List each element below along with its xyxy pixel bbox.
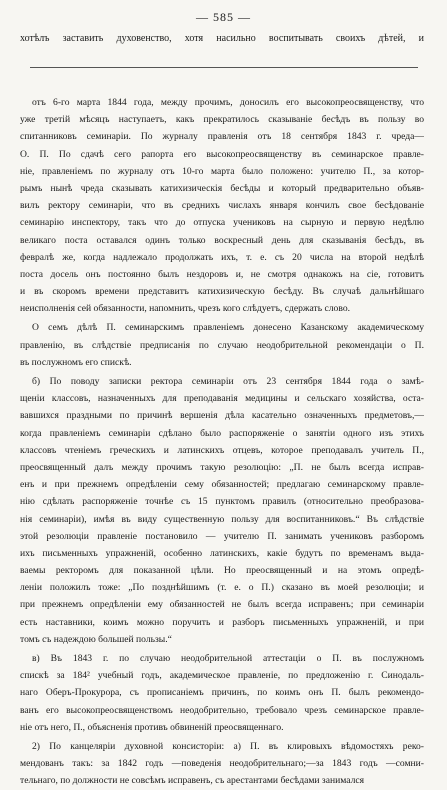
page-number: — 585 — — [196, 10, 251, 24]
text-line: ваемы ректоромъ для показанной цѣли. Но преосвященный и на этомъ опредѣ- — [20, 565, 424, 577]
text-line: февралѣ же, когда надлежало продолжать ихъ, т. е. съ 20 числа на второй недѣлѣ — [20, 251, 424, 263]
text-line: рымъ нынѣ чреда сказывать катихизическія бесѣды и который предварительно объяв- — [20, 182, 424, 194]
text-line: нія семинаріи), имѣя въ виду существенную пользу для воспитанниковъ.“ Въ слѣдствіе — [20, 513, 424, 525]
text-line: и въ скоромъ времени представитъ катихизическую бесѣду. Въ случаѣ дальнѣйшаго — [20, 286, 424, 298]
text-line: этой резолюціи правленіе постановило — учителю П. занимать учениковъ разборомъ — [20, 530, 424, 542]
text-line: наго Оберъ-Прокурора, съ прописаніемъ причинъ, по коимъ онъ П. былъ рекомендо- — [20, 687, 424, 699]
text-line: ихъ письменныхъ упражненій, особенно латинскихъ, какіе будутъ по временамъ выда- — [20, 547, 424, 559]
text-line: въ послужномъ его спискѣ. — [20, 356, 132, 368]
text-line: уже третій мѣсяцъ наступаетъ, какъ прекратилось сказываніе бесѣдъ въ пользу во — [20, 114, 424, 126]
text-line: О. П. По сдачѣ сего рапорта его высокопреосвященству въ семинарское правле- — [20, 148, 424, 160]
text-line: нію сдѣлать распоряженіе точнѣе съ 15 пунктомъ правилъ (относительно преобразова- — [20, 496, 424, 508]
text-line: мендованъ такъ: за 1842 годъ —поведенія неодобрительнаго;—за 1843 годъ —сомни- — [20, 758, 424, 770]
text-line: леніи положилъ тоже: „По позднѣйшимъ (т. е. о П.) сказано въ моей резолюціи; и — [20, 582, 424, 594]
text-line: вилъ ректору семинаріи, что въ среднихъ числахъ января кончилъ свое бесѣдованіе — [20, 200, 424, 212]
paragraph — [20, 94, 424, 317]
text-line: великаго поста оставался одинъ только воскресный день для сказыванія бесѣдъ, въ — [20, 234, 424, 246]
text-line: спитанниковъ семинаріи. По журналу правленія отъ 18 сентября 1843 г. чреда— — [20, 131, 424, 143]
text-line: ванъ его высокопреосвященствомъ неодобрительно, требовало чрезъ семинарское правле- — [20, 704, 424, 716]
separator-rule — [30, 67, 418, 68]
paragraph — [20, 319, 424, 371]
text-line: томъ съ надеждою большей пользы.“ — [20, 633, 172, 645]
text-line: тельнаго, по должности не совсѣмъ исправенъ, съ арестантами бесѣдами занимался — [20, 775, 365, 787]
text-line: классовъ чтеніемъ греческихъ и латинскихъ отцевъ, которое преподавалъ учитель П., — [20, 444, 424, 456]
text-line: семинарію инспектору, такъ что до отпуска учениковъ на сырную и первую недѣлю — [20, 217, 424, 229]
text-line: правленію, въ слѣдствіе предписанія по случаю неодобрительной рекомендаціи о П. — [20, 339, 424, 351]
text-line: спискѣ за 184² учебный годъ, академическое правленіе, по предложенію г. Синодаль- — [20, 670, 424, 682]
continuation-line: хотѣлъ заставить духовенство, хотя насильно воспитывать своихъ дѣтей, и — [20, 33, 424, 44]
text-line: О семъ дѣлѣ П. семинарскимъ правленіемъ донесено Казанскому академическому — [32, 322, 424, 334]
paragraph — [20, 373, 424, 648]
text-line: енъ и при прежнемъ опредѣленіи сему обязанностей; предлагаю семинарскому правле- — [20, 479, 424, 491]
text-line: щеніи классовъ, назначенныхъ для преподаванія медицины и сельскаго хозяйства, оста- — [20, 393, 424, 405]
text-line: отъ 6-го марта 1844 года, между прочимъ, доносилъ его высокопреосвященству, что — [32, 97, 424, 108]
document-body — [20, 94, 424, 790]
paragraph — [20, 650, 424, 736]
text-line: б) По поводу записки ректора семинаріи отъ 23 сентября 1844 года о замѣ- — [32, 376, 424, 387]
text-line: в) Въ 1843 г. по случаю неодобрительной аттестаціи о П. въ послужномъ — [32, 653, 424, 664]
text-line: ніе, правленіемъ по журналу отъ 10-го марта было положено: учителю П., за котор- — [20, 165, 424, 177]
text-line: ніе отъ него, П., объясненія противъ обвиненій преосвященнаго. — [20, 721, 284, 733]
text-line: поста досель онъ постоянно былъ нездоровъ и, не смотря однакожъ на сіе, готовитъ — [20, 268, 424, 280]
text-line: преосвященный далъ между прочимъ такую резолюцію: „П. не былъ всегда исправ- — [20, 461, 424, 473]
text-line: при прежнемъ опредѣленіи ему обязанностей не былъ всегда исправенъ; при семинаріи — [20, 599, 424, 611]
text-line: неисполненія сей обязанности, напомнить, чрезъ кого слѣдуетъ, сдержать слово. — [20, 303, 351, 315]
text-line: 2) По канцеляріи духовной консисторіи: а) П. въ клировыхъ вѣдомостяхъ реко- — [32, 740, 424, 752]
text-line: есть наставники, коимъ можно поручить и разборъ письменныхъ упражненій, и при — [20, 616, 424, 628]
text-line: вавшихся праздными по причинѣ вершенія дѣла касательно означенныхъ предметовъ,— — [20, 410, 424, 422]
text-line: когда правленіемъ семинаріи сдѣлано было распоряженіе о занятіи одного изъ этихъ — [20, 427, 424, 439]
paragraph — [20, 738, 424, 790]
